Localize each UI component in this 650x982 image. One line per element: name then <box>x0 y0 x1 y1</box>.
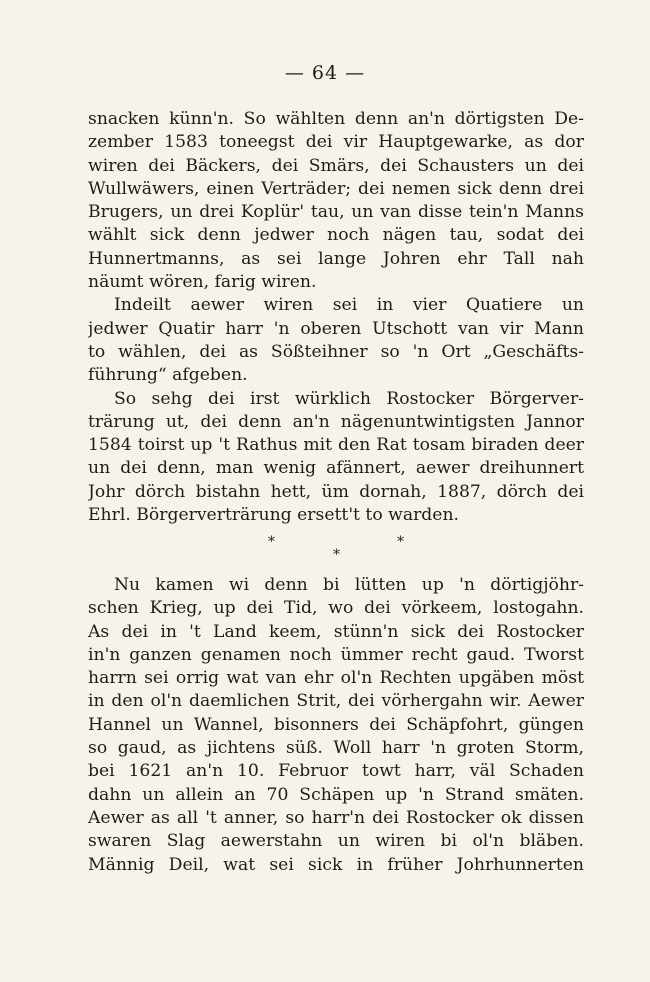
text-line: harrn sei orrig wat van ehr ol'n Rechten upgäben möst <box>88 668 584 689</box>
text-line: Johr dörch bistahn hett, üm dornah, 1887, dörch dei <box>88 481 584 502</box>
text-line: in den ol'n daemlichen Strit, dei vörhergahn wir. Aewer <box>88 691 584 712</box>
text-line: un dei denn, man wenig afännert, aewer dreihunnert <box>88 458 584 479</box>
text-line: Aewer as all 't anner, so harr'n dei Rostocker ok dissen <box>88 807 584 828</box>
text-line: näumt wören, farig wiren. <box>88 272 317 293</box>
text-line: wiren dei Bäckers, dei Smärs, dei Schausters un dei <box>88 155 584 176</box>
text-line: dahn un allein an 70 Schäpen up 'n Strand smäten. <box>88 784 584 805</box>
text-line: Männig Deil, wat sei sick in früher Johrhunnerten <box>88 854 584 875</box>
separator-star: * <box>268 534 275 550</box>
text-line: zember 1583 toneegst dei vir Hauptgewarke, as dor <box>88 132 584 153</box>
text-line: wählt sick denn jedwer noch nägen tau, sodat dei <box>88 225 584 246</box>
text-line: schen Krieg, up dei Tid, wo dei vörkeem, lostogahn. <box>88 598 584 619</box>
text-line: to wählen, dei as Sößteihner so 'n Ort „Geschäfts- <box>88 341 584 362</box>
text-line: Ehrl. Börgerverträrung ersett't to warden. <box>88 505 460 526</box>
text-line: As dei in 't Land keem, stünn'n sick dei Rostocker <box>88 621 584 642</box>
text-line: bei 1621 an'n 10. Februor towt harr, väl Schaden <box>88 761 584 782</box>
separator-star: * <box>397 534 404 550</box>
text-line: trärung ut, dei denn an'n nägenuntwintigsten Jannor <box>88 411 584 432</box>
text-line: Wullwäwers, einen Verträder; dei nemen sick denn drei <box>88 178 584 199</box>
paragraph-block-2 <box>88 574 584 877</box>
page-number: — 64 — <box>284 62 366 84</box>
text-line: 1584 toirst up 't Rathus mit den Rat tosam biraden deer <box>88 435 584 456</box>
paragraph-block-1 <box>88 108 584 527</box>
text-line: Brugers, un drei Koplür' tau, un van disse tein'n Manns <box>88 202 584 223</box>
text-line: snacken künn'n. So wählten denn an'n dörtigsten De- <box>88 109 584 129</box>
text-line: jedwer Quatir harr 'n oberen Utschott van vir Mann <box>88 318 584 339</box>
text-line: swaren Slag aewerstahn un wiren bi ol'n bläben. <box>88 831 584 852</box>
text-line: in'n ganzen genamen noch ümmer recht gaud. Tworst <box>88 644 584 665</box>
text-line: Indeilt aewer wiren sei in vier Quatiere un <box>114 295 584 316</box>
text-line: führung“ afgeben. <box>88 365 248 386</box>
text-line: Nu kamen wi denn bi lütten up 'n dörtigjöhr- <box>114 575 584 595</box>
text-line: so gaud, as jichtens süß. Woll harr 'n groten Storm, <box>88 738 584 759</box>
text-line: Hunnertmanns, as sei lange Johren ehr Tall nah <box>88 248 584 269</box>
text-line: Hannel un Wannel, bisonners dei Schäpfohrt, güngen <box>88 714 584 735</box>
text-line: So sehg dei irst würklich Rostocker Börgerver- <box>114 388 584 409</box>
separator-star: * <box>333 547 340 563</box>
